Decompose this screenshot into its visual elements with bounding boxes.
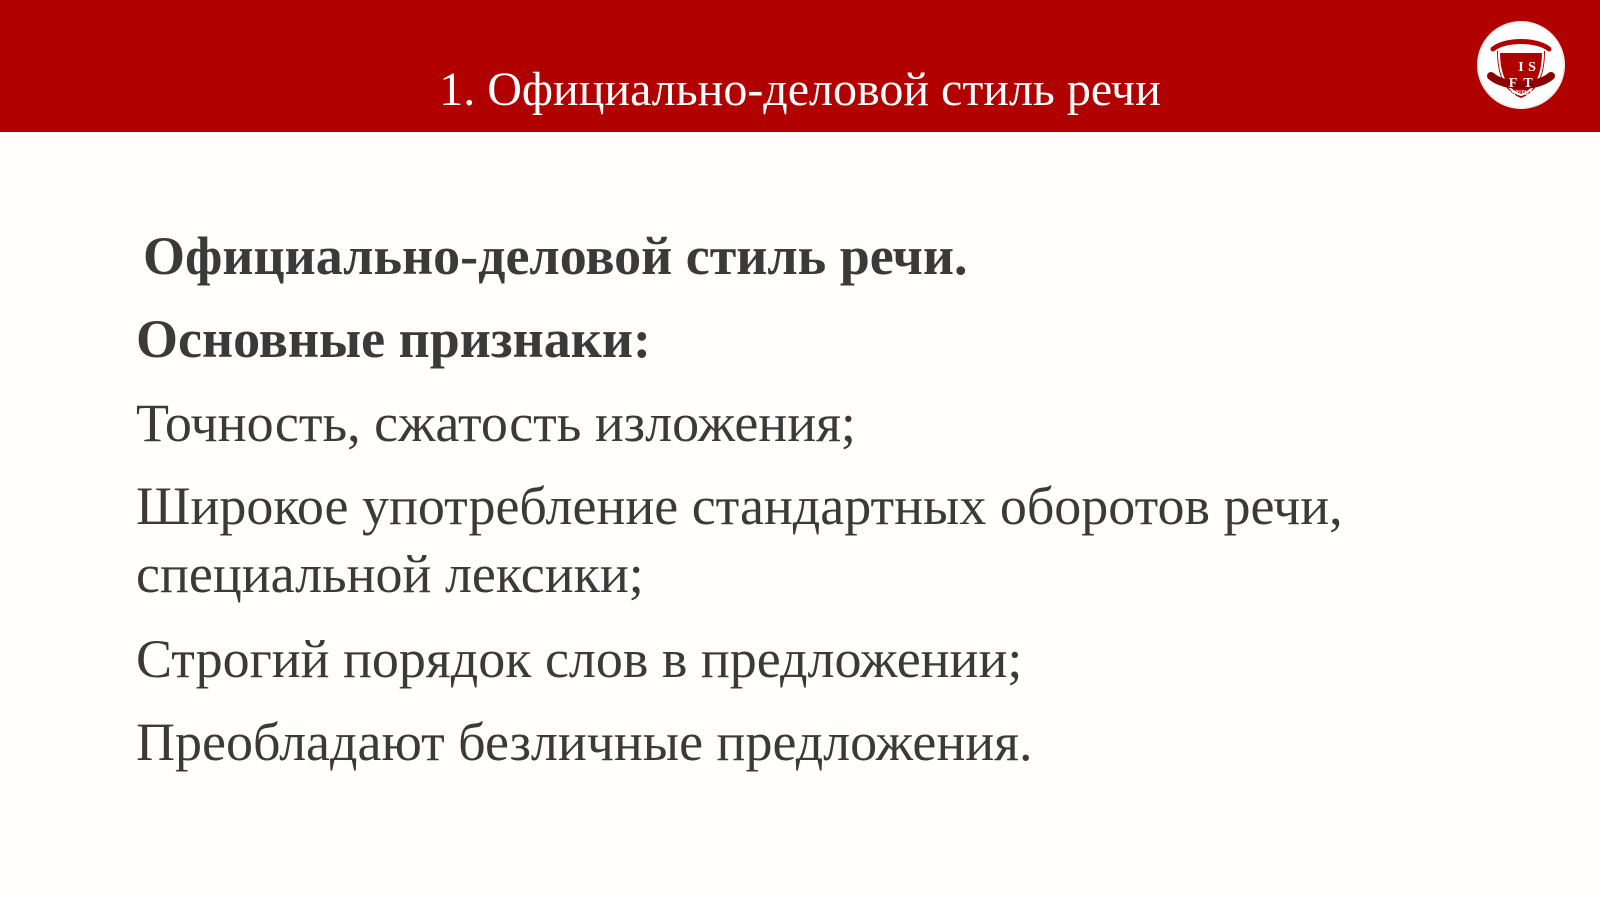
logo-letter-i: I: [1518, 60, 1524, 75]
logo-letter-s: S: [1528, 60, 1536, 75]
content-item-precision: Точность, сжатость изложения;: [136, 393, 856, 453]
content-heading: Официально-деловой стиль речи.: [143, 226, 968, 286]
content-item-special-lexicon: специальной лексики;: [136, 544, 644, 604]
logo-banner-text: INSTITUTE: [1505, 91, 1537, 97]
slide-title: 1. Официально-деловой стиль речи: [439, 63, 1161, 116]
content-item-standard-phrases: Широкое употребление стандартных оборотов речи,: [136, 476, 1343, 536]
content-subheading: Основные признаки:: [136, 309, 651, 369]
content-item-impersonal-sentences: Преобладают безличные предложения.: [136, 712, 1033, 772]
content-item-word-order: Строгий порядок слов в предложении;: [136, 629, 1023, 689]
logo-letter-t: T: [1523, 76, 1533, 91]
logo-letter-f: F: [1508, 76, 1518, 91]
